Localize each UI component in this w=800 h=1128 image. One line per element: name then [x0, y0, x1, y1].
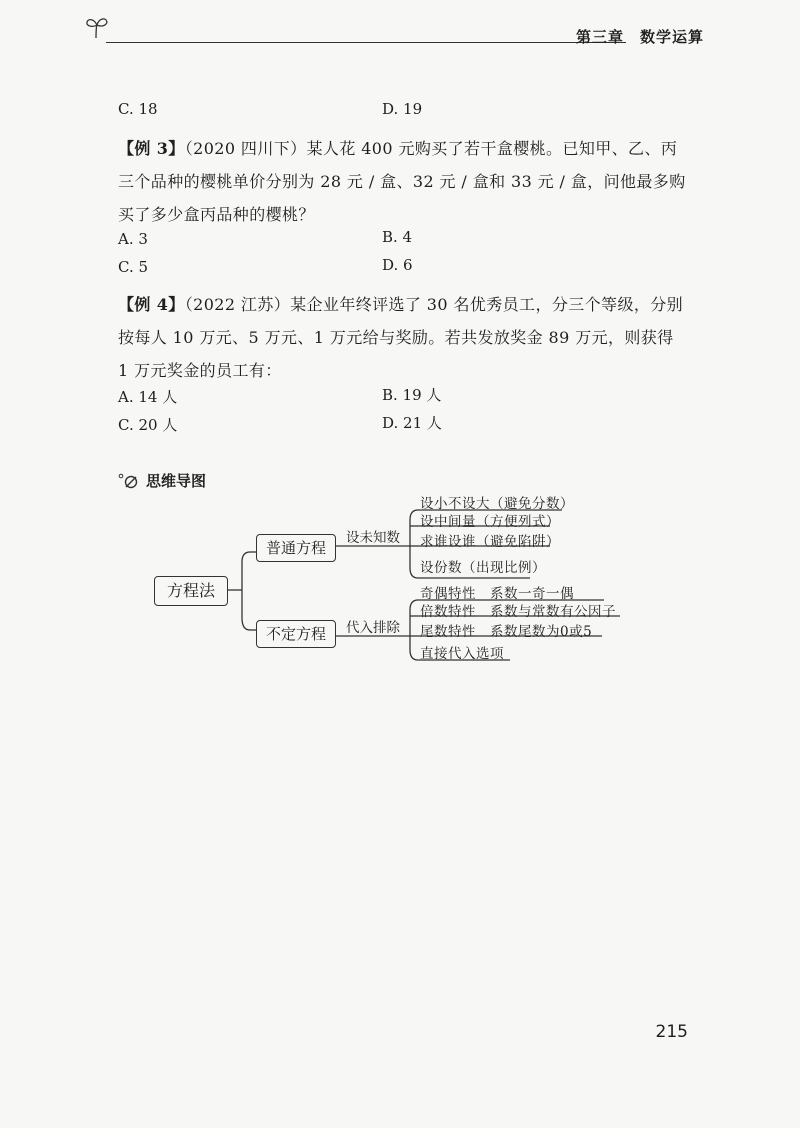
example-3-source: （2020 四川下）	[184, 139, 307, 158]
mind-map-icon	[118, 473, 140, 489]
example-4-paragraph	[118, 288, 688, 387]
example-3-option-c: C. 5	[118, 258, 149, 276]
example-4-tag: 【例 4】	[118, 295, 185, 314]
mind-map-leaf: 尾数特性 系数尾数为0或5	[420, 624, 593, 640]
example-4-option-d: D. 21 人	[382, 414, 442, 432]
mind-map-branch-2: 不定方程	[256, 620, 336, 648]
example-4-option-a: A. 14 人	[118, 388, 178, 406]
page-header	[84, 10, 704, 50]
example-3-option-d: D. 6	[382, 256, 413, 274]
mind-map-root: 方程法	[154, 576, 228, 606]
mind-map-leaf: 设小不设大（避免分数）	[420, 496, 574, 512]
mind-map-branch-1: 普通方程	[256, 534, 336, 562]
mind-map-leaf: 求谁设谁（避免陷阱）	[420, 534, 560, 550]
example-3-tag: 【例 3】	[118, 139, 185, 158]
prev-option-d: D. 19	[382, 100, 423, 118]
mind-map-leaf: 直接代入选项	[420, 646, 504, 662]
example-3-paragraph	[118, 132, 688, 231]
mind-map-title: 思维导图	[146, 472, 207, 490]
sprout-icon	[84, 14, 110, 40]
prev-option-c: C. 18	[118, 100, 158, 118]
mind-map-leaf: 奇偶特性 系数一奇一偶	[420, 586, 574, 602]
mind-map-method-1: 设未知数	[346, 530, 400, 546]
page-number: 215	[655, 1022, 688, 1042]
mind-map-heading	[118, 470, 206, 491]
example-4-option-b: B. 19 人	[382, 386, 442, 404]
example-4-text: 某企业年终评选了 30 名优秀员工，分三个等级，分别按每人 10 万元、5 万元、1 万元给与奖励。若共发放奖金 89 万元，则获得 1 万元奖金的员工有：	[118, 295, 684, 380]
example-4-option-c: C. 20 人	[118, 416, 178, 434]
mind-map	[150, 490, 630, 670]
mind-map-leaf: 设份数（出现比例）	[420, 560, 546, 576]
example-4-source: （2022 江苏）	[184, 295, 291, 314]
example-3-option-a: A. 3	[118, 230, 148, 248]
header-rule	[106, 42, 626, 43]
example-3-text: 某人花 400 元购买了若干盒樱桃。已知甲、乙、丙三个品种的樱桃单价分别为 28 元 / 盒、32 元 / 盒和 33 元 / 盒，问他最多购买了多少盒丙品种的樱桃？	[118, 139, 686, 224]
mind-map-leaf: 设中间量（方便列式）	[420, 514, 560, 530]
chapter-title: 第三章 数学运算	[575, 28, 704, 46]
example-3-option-b: B. 4	[382, 228, 413, 246]
mind-map-method-2: 代入排除	[346, 620, 400, 636]
mind-map-leaf: 倍数特性 系数与常数有公因子	[420, 604, 616, 620]
